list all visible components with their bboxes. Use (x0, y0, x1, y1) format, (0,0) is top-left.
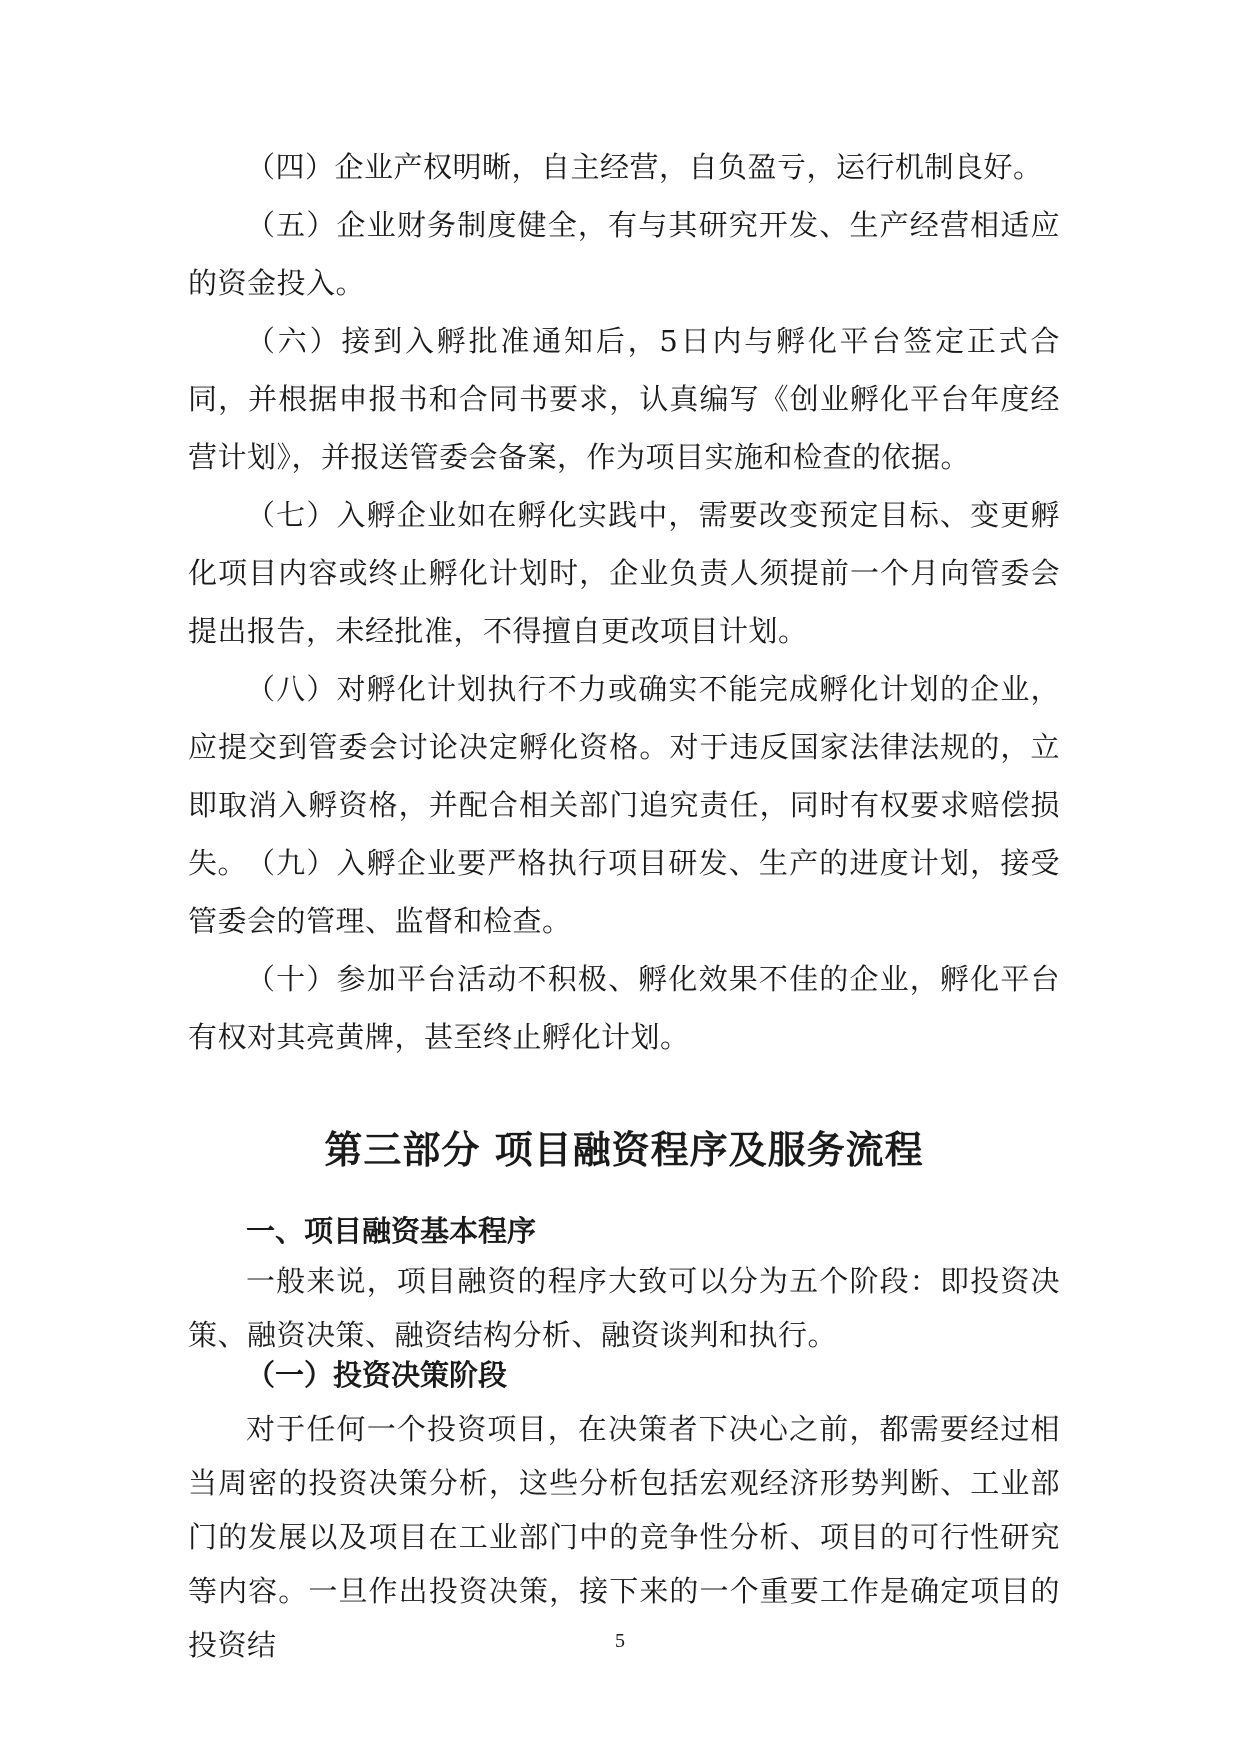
paragraph-item-5: （五）企业财务制度健全，有与其研究开发、生产经营相适应的资金投入。 (188, 208, 1060, 300)
section-intro-paragraph: 一般来说，项目融资的程序大致可以分为五个阶段：即投资决策、融资决策、融资结构分析、融资谈判和执行。 (188, 1264, 1060, 1352)
sub-heading: （一）投资决策阶段 (246, 1358, 508, 1392)
section-body-paragraph: 对于任何一个投资项目，在决策者下决心之前，都需要经过相当周密的投资决策分析，这些分析包括宏观经济形势判断、工业部门的发展以及项目在工业部门中的竞争性分析、项目的可行性研究等内容。一旦作出投资决策，接下来的一个重要工作是确定项目的投资结 (188, 1412, 1060, 1662)
paragraph-item-4: （四）企业产权明晰，自主经营，自负盈亏，运行机制良好。 (246, 150, 1043, 184)
paragraph-item-10: （十）参加平台活动不积极、孵化效果不佳的企业，孵化平台有权对其亮黄牌，甚至终止孵化计划。 (188, 962, 1060, 1054)
section-heading: 一、项目融资基本程序 (246, 1214, 537, 1248)
paragraph-item-7: （七）入孵企业如在孵化实践中，需要改变预定目标、变更孵化项目内容或终止孵化计划时，企业负责人须提前一个月向管委会提出报告，未经批准，不得擅自更改项目计划。 (188, 498, 1060, 648)
part-title: 第三部分 项目融资程序及服务流程 (324, 1128, 924, 1172)
paragraph-item-8: （八）对孵化计划执行不力或确实不能完成孵化计划的企业，应提交到管委会讨论决定孵化资格。对于违反国家法律法规的，立即取消入孵资格，并配合相关部门追究责任，同时有权要求赔偿损失。 (188, 672, 1060, 880)
paragraph-item-9: （九）入孵企业要严格执行项目研发、生产的进度计划，接受管委会的管理、监督和检查。 (188, 846, 1060, 938)
paragraph-item-6: （六）接到入孵批准通知后，5日内与孵化平台签定正式合同，并根据申报书和合同书要求，认真编写《创业孵化平台年度经营计划》，并报送管委会备案，作为项目实施和检查的依据。 (188, 324, 1060, 474)
page-number: 5 (615, 1630, 625, 1652)
